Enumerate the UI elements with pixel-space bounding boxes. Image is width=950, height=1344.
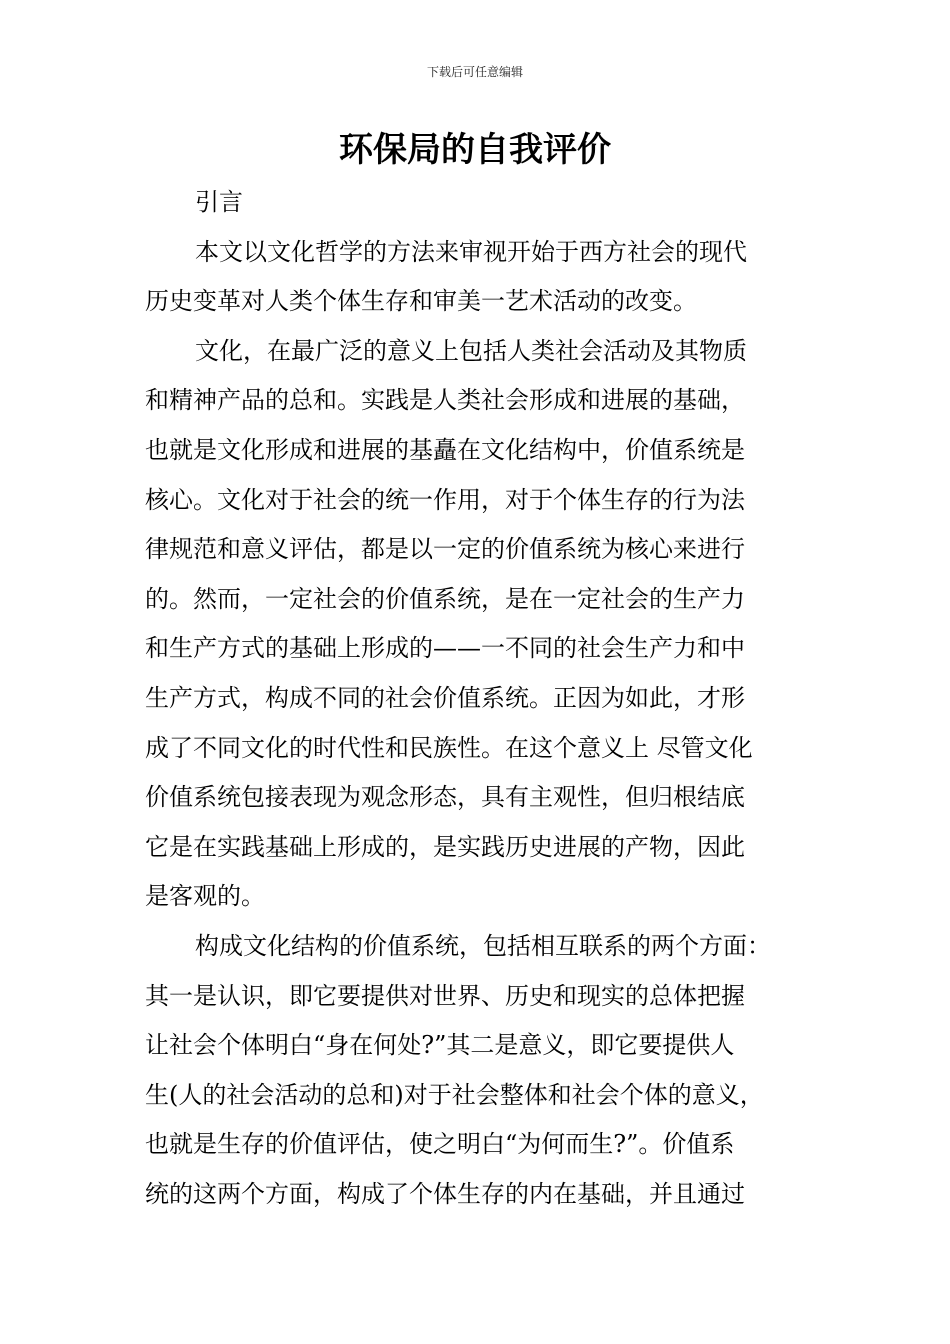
body-line: 生(人的社会活动的总和)对于社会整体和社会个体的意义， (145, 1080, 764, 1109)
body-line: 它是在实践基础上形成的，是实践历史进展的产物，因此 (145, 832, 745, 861)
body-line: 生产方式，构成不同的社会价值系统。正因为如此，才形 (145, 683, 745, 712)
body-line: 本文以文化哲学的方法来审视开始于西方社会的现代 (195, 237, 747, 266)
body-line: 历史变革对人类个体生存和审美一艺术活动的改变。 (145, 287, 697, 316)
body-line: 文化，在最广泛的意义上包括人类社会活动及其物质 (195, 336, 747, 365)
body-line: 引言 (195, 188, 243, 216)
body-line: 也就是生存的价值评估，使之明白“为何而生?”。价值系 (145, 1130, 735, 1159)
body-line: 价值系统包接表现为观念形态，具有主观性，但归根结底 (145, 783, 745, 812)
body-line: 是客观的。 (145, 882, 265, 911)
body-line: 让社会个体明白“身在何处?”其二是意义，即它要提供人 (145, 1031, 735, 1060)
body-line: 和精神产品的总和。实践是人类社会形成和进展的基础， (145, 386, 745, 415)
body-line: 和生产方式的基础上形成的——一不同的社会生产力和中 (145, 634, 745, 663)
header-note: 下载后可任意编辑 (426, 65, 523, 79)
body-line: 核心。文化对于社会的统一作用，对于个体生存的行为法 (145, 485, 745, 514)
document-title: 环保局的自我评价 (339, 130, 611, 170)
body-line: 成了不同文化的时代性和民族性。在这个意义上 尽管文化 (145, 733, 753, 762)
body-line: 也就是文化形成和进展的基矗在文化结构中，价值系统是 (145, 435, 745, 464)
body-line: 律规范和意义评估，都是以一定的价值系统为核心来进行 (145, 535, 745, 564)
body-line: 构成文化结构的价值系统，包括相互联系的两个方面： (195, 931, 771, 960)
body-text (145, 178, 809, 1219)
body-line: 的。然而，一定社会的价值系统，是在一定社会的生产力 (145, 584, 745, 613)
body-line: 其一是认识，即它要提供对世界、历史和现实的总体把握 (145, 981, 745, 1010)
body-line: 统的这两个方面，构成了个体生存的内在基础，并且通过 (145, 1179, 745, 1208)
